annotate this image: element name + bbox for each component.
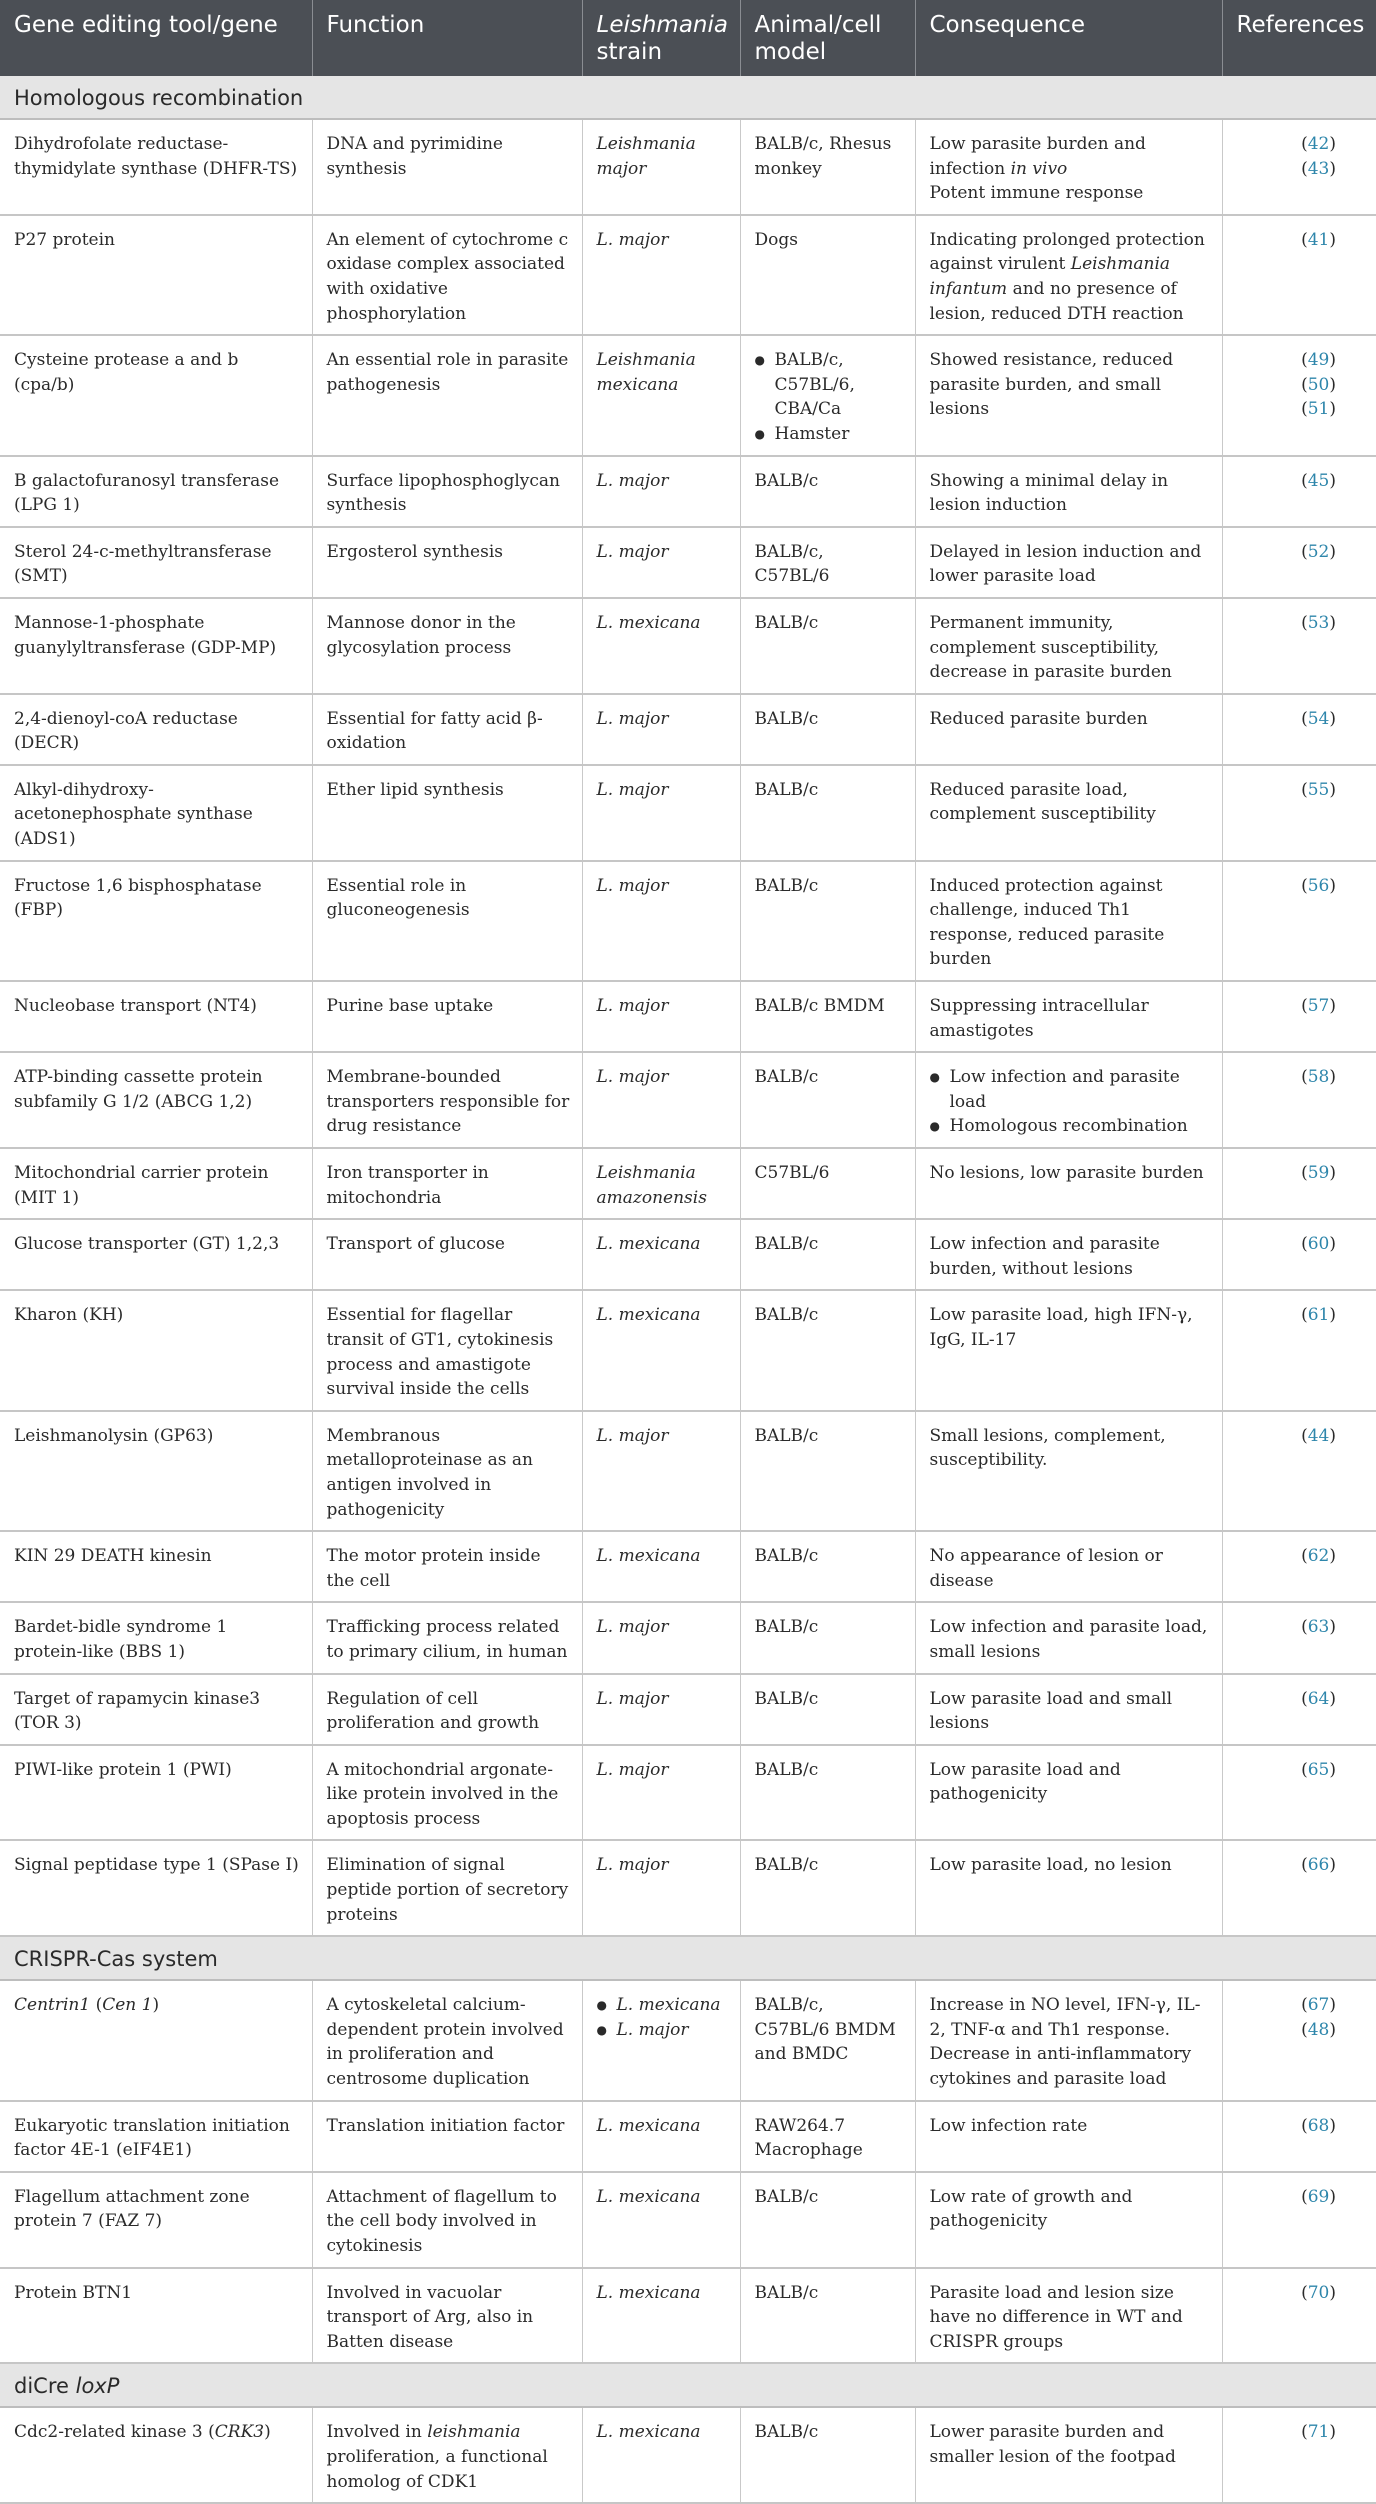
function-cell: Iron transporter in mitochondria — [312, 1148, 582, 1219]
model-cell: BALB/c — [740, 2268, 915, 2364]
gene-cell: Protein BTN1 — [0, 2268, 312, 2364]
consequence-cell: No appearance of lesion or disease — [915, 1531, 1222, 1602]
table-row — [0, 456, 1376, 527]
model-cell — [740, 335, 915, 455]
reference-link[interactable]: 64 — [1307, 1688, 1330, 1709]
strain-cell: L. mexicana — [582, 1531, 740, 1602]
consequence-text: Indicating prolonged protection against virulent — [929, 229, 1205, 275]
gene-cell: Kharon (KH) — [0, 1290, 312, 1410]
model-cell: BALB/c — [740, 2407, 915, 2503]
strain-cell: L. mexicana — [582, 2268, 740, 2364]
consequence-cell: Reduced parasite load, complement susceptibility — [915, 765, 1222, 861]
gene-cell: Fructose 1,6 bisphosphatase (FBP) — [0, 861, 312, 981]
reference-link[interactable]: 55 — [1307, 779, 1330, 800]
model-cell: BALB/c — [740, 1602, 915, 1673]
table-row — [0, 1980, 1376, 2100]
reference-link[interactable]: 51 — [1307, 399, 1330, 420]
strain-cell: L. mexicana — [582, 1290, 740, 1410]
reference-cell: (58) — [1222, 1052, 1376, 1148]
model-cell: BALB/c — [740, 765, 915, 861]
consequence-cell — [915, 119, 1222, 215]
reference-link[interactable]: 69 — [1307, 2186, 1330, 2207]
model-cell: BALB/c — [740, 1531, 915, 1602]
section-title-italic: loxP — [75, 2374, 120, 2399]
strain-cell: L. mexicana — [582, 2407, 740, 2503]
table-row — [0, 1840, 1376, 1936]
gene-italic: CRK3 — [214, 2422, 265, 2443]
reference-link[interactable]: 62 — [1307, 1546, 1330, 1567]
strain-header-text: strain — [596, 39, 663, 65]
table-row — [0, 1602, 1376, 1673]
reference-link[interactable]: 68 — [1307, 2115, 1330, 2136]
reference-link[interactable]: 53 — [1307, 612, 1330, 633]
model-cell: BALB/c — [740, 1290, 915, 1410]
reference-link[interactable]: 61 — [1307, 1305, 1330, 1326]
table-row — [0, 1411, 1376, 1531]
table-row — [0, 598, 1376, 694]
consequence-cell: Showed resistance, reduced parasite burden, and small lesions — [915, 335, 1222, 455]
consequence-cell: Delayed in lesion induction and lower parasite load — [915, 527, 1222, 598]
reference-cell: (56) — [1222, 861, 1376, 981]
consequence-cell: Small lesions, complement, susceptibility. — [915, 1411, 1222, 1531]
model-cell: C57BL/6 — [740, 1148, 915, 1219]
consequence-text: Low parasite burden and infection — [929, 134, 1146, 179]
consequence-text-2: Potent immune response — [929, 183, 1144, 204]
reference-cell: (42) (43) — [1222, 119, 1376, 215]
strain-header-italic: Leishmania — [596, 12, 728, 38]
table-row — [0, 335, 1376, 455]
section-title — [0, 2363, 1376, 2407]
col-header-references: References — [1222, 0, 1376, 76]
reference-link[interactable]: 52 — [1307, 541, 1330, 562]
strain-cell: L. major — [582, 1674, 740, 1745]
consequence-cell: Low parasite load and pathogenicity — [915, 1745, 1222, 1841]
gene-cell: Flagellum attachment zone protein 7 (FAZ 7) — [0, 2172, 312, 2268]
reference-link[interactable]: 58 — [1307, 1067, 1330, 1088]
gene-cell: 2,4-dienoyl-coA reductase (DECR) — [0, 694, 312, 765]
reference-link[interactable]: 49 — [1307, 350, 1330, 371]
table-row — [0, 215, 1376, 335]
gene-cell: Mitochondrial carrier protein (MIT 1) — [0, 1148, 312, 1219]
model-cell: BALB/c — [740, 1219, 915, 1290]
strain-cell: L. mexicana — [582, 2101, 740, 2172]
gene-cell: Cysteine protease a and b (cpa/b) — [0, 335, 312, 455]
gene-text: ( — [90, 1995, 103, 2016]
function-cell: Essential role in gluconeogenesis — [312, 861, 582, 981]
gene-italic-2: Cen 1 — [102, 1995, 153, 2016]
reference-link[interactable]: 57 — [1307, 996, 1330, 1017]
consequence-italic: in vivo — [1010, 158, 1068, 179]
gene-cell: Glucose transporter (GT) 1,2,3 — [0, 1219, 312, 1290]
gene-cell — [0, 1980, 312, 2100]
reference-cell: (59) — [1222, 1148, 1376, 1219]
reference-cell: (60) — [1222, 1219, 1376, 1290]
model-cell: BALB/c — [740, 2172, 915, 2268]
function-cell: Elimination of signal peptide portion of secretory proteins — [312, 1840, 582, 1936]
model-cell: BALB/c, Rhesus monkey — [740, 119, 915, 215]
model-cell: BALB/c, C57BL/6 BMDM and BMDC — [740, 1980, 915, 2100]
reference-cell: (61) — [1222, 1290, 1376, 1410]
consequence-cell: Low parasite load, high IFN-γ, IgG, IL-17 — [915, 1290, 1222, 1410]
function-cell: Essential for fatty acid β-oxidation — [312, 694, 582, 765]
table-row — [0, 765, 1376, 861]
consequence-list-item: ● Low infection and parasite load — [930, 1065, 1210, 1114]
reference-cell: (57) — [1222, 981, 1376, 1052]
table-row — [0, 981, 1376, 1052]
gene-cell: Leishmanolysin (GP63) — [0, 1411, 312, 1531]
function-cell: An element of cytochrome c oxidase complex associated with oxidative phosphorylation — [312, 215, 582, 335]
strain-cell: L. major — [582, 1602, 740, 1673]
function-cell: Involved in vacuolar transport of Arg, also in Batten disease — [312, 2268, 582, 2364]
reference-cell: (70) — [1222, 2268, 1376, 2364]
function-cell: Attachment of flagellum to the cell body involved in cytokinesis — [312, 2172, 582, 2268]
function-cell: DNA and pyrimidine synthesis — [312, 119, 582, 215]
reference-cell: (68) — [1222, 2101, 1376, 2172]
table-row — [0, 2268, 1376, 2364]
reference-cell: (52) — [1222, 527, 1376, 598]
gene-text-2: ) — [264, 2422, 271, 2443]
reference-link[interactable]: 65 — [1307, 1759, 1330, 1780]
reference-link[interactable]: 43 — [1307, 158, 1330, 179]
gene-cell: B galactofuranosyl transferase (LPG 1) — [0, 456, 312, 527]
gene-cell: Target of rapamycin kinase3 (TOR 3) — [0, 1674, 312, 1745]
model-cell: BALB/c — [740, 456, 915, 527]
gene-cell: Dihydrofolate reductase-thymidylate synthase (DHFR-TS) — [0, 119, 312, 215]
table-row — [0, 1531, 1376, 1602]
strain-cell — [582, 1980, 740, 2100]
table-row — [0, 119, 1376, 215]
consequence-cell: Increase in NO level, IFN-γ, IL-2, TNF-α and Th1 response. Decrease in anti-inflammatory cytokines and parasite load — [915, 1980, 1222, 2100]
strain-cell: Leishmania mexicana — [582, 335, 740, 455]
strain-cell: L. mexicana — [582, 598, 740, 694]
model-cell: BALB/c — [740, 1674, 915, 1745]
gene-text: Cdc2-related kinase 3 ( — [14, 2422, 215, 2443]
strain-cell: L. major — [582, 1840, 740, 1936]
reference-link[interactable]: 59 — [1307, 1163, 1330, 1183]
reference-cell: (54) — [1222, 694, 1376, 765]
table-row — [0, 1745, 1376, 1841]
strain-cell: Leishmania major — [582, 119, 740, 215]
reference-cell: (55) — [1222, 765, 1376, 861]
gene-cell: Mannose-1-phosphate guanylyltransferase (GDP-MP) — [0, 598, 312, 694]
consequence-italic: Leishmania infantum — [929, 254, 1171, 299]
reference-link[interactable]: 70 — [1307, 2282, 1330, 2303]
function-cell: Translation initiation factor — [312, 2101, 582, 2172]
reference-link[interactable]: 63 — [1307, 1617, 1330, 1638]
reference-link[interactable]: 50 — [1307, 374, 1330, 395]
strain-cell: L. mexicana — [582, 2172, 740, 2268]
reference-cell: (41) — [1222, 215, 1376, 335]
table-row — [0, 1148, 1376, 1219]
function-cell: Membranous metalloproteinase as an antigen involved in pathogenicity — [312, 1411, 582, 1531]
function-cell: A mitochondrial argonate-like protein involved in the apoptosis process — [312, 1745, 582, 1841]
strain-cell: L. major — [582, 1745, 740, 1841]
function-cell: Essential for flagellar transit of GT1, cytokinesis process and amastigote survival inside the cells — [312, 1290, 582, 1410]
strain-cell: L. major — [582, 1411, 740, 1531]
strain-cell: Leishmania amazonensis — [582, 1148, 740, 1219]
gene-italic: Centrin1 — [14, 1995, 91, 2016]
strain-cell: L. major — [582, 981, 740, 1052]
consequence-cell: Parasite load and lesion size have no difference in WT and CRISPR groups — [915, 2268, 1222, 2364]
consequence-cell: Low parasite load and small lesions — [915, 1674, 1222, 1745]
reference-link[interactable]: 45 — [1307, 470, 1330, 491]
reference-cell: (62) — [1222, 1531, 1376, 1602]
gene-cell: Eukaryotic translation initiation factor 4E-1 (eIF4E1) — [0, 2101, 312, 2172]
reference-link[interactable]: 54 — [1307, 708, 1330, 729]
function-cell: Regulation of cell proliferation and growth — [312, 1674, 582, 1745]
function-text: Involved in — [326, 2422, 428, 2443]
gene-cell: PIWI-like protein 1 (PWI) — [0, 1745, 312, 1841]
consequence-cell: Reduced parasite burden — [915, 694, 1222, 765]
model-cell: BALB/c, C57BL/6 — [740, 527, 915, 598]
model-cell: Dogs — [740, 215, 915, 335]
consequence-list-item: ● Homologous recombination — [930, 1114, 1210, 1139]
consequence-cell: No lesions, low parasite burden — [915, 1148, 1222, 1219]
reference-cell: (71) — [1222, 2407, 1376, 2503]
gene-cell: Signal peptidase type 1 (SPase I) — [0, 1840, 312, 1936]
section-row-crispr — [0, 1936, 1376, 1980]
reference-cell: (67) (48) — [1222, 1980, 1376, 2100]
table-row — [0, 1219, 1376, 1290]
gene-cell: Sterol 24-c-methyltransferase (SMT) — [0, 527, 312, 598]
function-cell: Surface lipophosphoglycan synthesis — [312, 456, 582, 527]
consequence-cell: Permanent immunity, complement susceptibility, decrease in parasite burden — [915, 598, 1222, 694]
consequence-cell — [915, 215, 1222, 335]
consequence-text-2: and no presence of lesion, reduced DTH reaction — [929, 278, 1184, 324]
model-cell: BALB/c — [740, 1052, 915, 1148]
table-row — [0, 1052, 1376, 1148]
table-row — [0, 527, 1376, 598]
reference-link[interactable]: 48 — [1307, 2019, 1330, 2040]
table-row — [0, 861, 1376, 981]
consequence-cell: Showing a minimal delay in lesion induction — [915, 456, 1222, 527]
col-header-gene: Gene editing tool/gene — [0, 0, 312, 76]
function-cell: The motor protein inside the cell — [312, 1531, 582, 1602]
model-cell: BALB/c — [740, 694, 915, 765]
function-cell: Purine base uptake — [312, 981, 582, 1052]
table-row — [0, 694, 1376, 765]
strain-cell: L. major — [582, 861, 740, 981]
function-cell: Ether lipid synthesis — [312, 765, 582, 861]
reference-cell: (45) — [1222, 456, 1376, 527]
col-header-function: Function — [312, 0, 582, 76]
consequence-cell: Induced protection against challenge, induced Th1 response, reduced parasite burden — [915, 861, 1222, 981]
gene-text-2: ) — [152, 1995, 160, 2016]
reference-cell: (66) — [1222, 1840, 1376, 1936]
strain-cell: L. major — [582, 527, 740, 598]
model-cell: BALB/c — [740, 1840, 915, 1936]
strain-cell: L. major — [582, 765, 740, 861]
gene-cell: ATP-binding cassette protein subfamily G 1/2 (ABCG 1,2) — [0, 1052, 312, 1148]
reference-link[interactable]: 42 — [1307, 134, 1330, 154]
reference-link[interactable]: 44 — [1307, 1425, 1330, 1446]
function-cell: Ergosterol synthesis — [312, 527, 582, 598]
model-cell: BALB/c BMDM — [740, 981, 915, 1052]
header-row — [0, 0, 1376, 76]
reference-link[interactable]: 67 — [1307, 1995, 1330, 2016]
reference-cell: (63) — [1222, 1602, 1376, 1673]
consequence-cell — [915, 1052, 1222, 1148]
consequence-cell: Low infection rate — [915, 2101, 1222, 2172]
reference-link[interactable]: 60 — [1307, 1234, 1330, 1255]
gene-cell — [0, 2407, 312, 2503]
section-row-homologous-recombination — [0, 76, 1376, 119]
consequence-cell: Lower parasite burden and smaller lesion of the footpad — [915, 2407, 1222, 2503]
col-header-strain — [582, 0, 740, 76]
table-row — [0, 2101, 1376, 2172]
function-cell: A cytoskeletal calcium-dependent protein involved in proliferation and centrosome duplication — [312, 1980, 582, 2100]
strain-cell: L. mexicana — [582, 1219, 740, 1290]
reference-link[interactable]: 66 — [1307, 1855, 1330, 1876]
section-title: CRISPR-Cas system — [0, 1936, 1376, 1980]
gene-cell: Alkyl-dihydroxy-acetonephosphate synthase (ADS1) — [0, 765, 312, 861]
function-cell: Transport of glucose — [312, 1219, 582, 1290]
model-cell: BALB/c — [740, 1745, 915, 1841]
model-list-item: ● Hamster — [755, 422, 903, 447]
col-header-model: Animal/cell model — [740, 0, 915, 76]
section-row-dicre — [0, 2363, 1376, 2407]
col-header-consequence: Consequence — [915, 0, 1222, 76]
function-cell — [312, 2407, 582, 2503]
reference-cell: (49) (50) (51) — [1222, 335, 1376, 455]
table-row — [0, 2407, 1376, 2503]
section-title-text: diCre — [14, 2374, 69, 2399]
function-cell: Membrane-bounded transporters responsible for drug resistance — [312, 1052, 582, 1148]
strain-cell: L. major — [582, 1052, 740, 1148]
model-cell: RAW264.7 Macrophage — [740, 2101, 915, 2172]
consequence-cell: Low parasite load, no lesion — [915, 1840, 1222, 1936]
gene-cell: Nucleobase transport (NT4) — [0, 981, 312, 1052]
consequence-cell: Low rate of growth and pathogenicity — [915, 2172, 1222, 2268]
reference-cell: (53) — [1222, 598, 1376, 694]
section-title: Homologous recombination — [0, 76, 1376, 119]
consequence-cell: Low infection and parasite load, small lesions — [915, 1602, 1222, 1673]
strain-cell: L. major — [582, 456, 740, 527]
model-cell: BALB/c — [740, 861, 915, 981]
gene-cell: Bardet-bidle syndrome 1 protein-like (BBS 1) — [0, 1602, 312, 1673]
table-row — [0, 1674, 1376, 1745]
reference-cell: (64) — [1222, 1674, 1376, 1745]
strain-cell: L. major — [582, 215, 740, 335]
model-cell: BALB/c — [740, 598, 915, 694]
reference-link[interactable]: 41 — [1307, 229, 1330, 250]
model-cell: BALB/c — [740, 1411, 915, 1531]
gene-cell: P27 protein — [0, 215, 312, 335]
reference-cell: (69) — [1222, 2172, 1376, 2268]
consequence-cell: Suppressing intracellular amastigotes — [915, 981, 1222, 1052]
reference-link[interactable]: 56 — [1307, 875, 1330, 896]
reference-cell: (65) — [1222, 1745, 1376, 1841]
consequence-cell: Low infection and parasite burden, without lesions — [915, 1219, 1222, 1290]
function-cell: Trafficking process related to primary cilium, in human — [312, 1602, 582, 1673]
strain-cell: L. major — [582, 694, 740, 765]
gene-cell: KIN 29 DEATH kinesin — [0, 1531, 312, 1602]
function-text-2: proliferation, a functional homolog of CDK1 — [326, 2446, 548, 2492]
function-italic: leishmania — [427, 2422, 521, 2443]
table-row — [0, 2172, 1376, 2268]
function-cell: An essential role in parasite pathogenesis — [312, 335, 582, 455]
function-cell: Mannose donor in the glycosylation process — [312, 598, 582, 694]
model-list-item: ● BALB/c, C57BL/6, CBA/Ca — [755, 348, 903, 422]
reference-link[interactable]: 71 — [1307, 2422, 1330, 2443]
strain-list-item: ● L. major — [597, 2018, 728, 2043]
table-row — [0, 1290, 1376, 1410]
reference-cell: (44) — [1222, 1411, 1376, 1531]
strain-list-item: ● L. mexicana — [597, 1993, 728, 2018]
